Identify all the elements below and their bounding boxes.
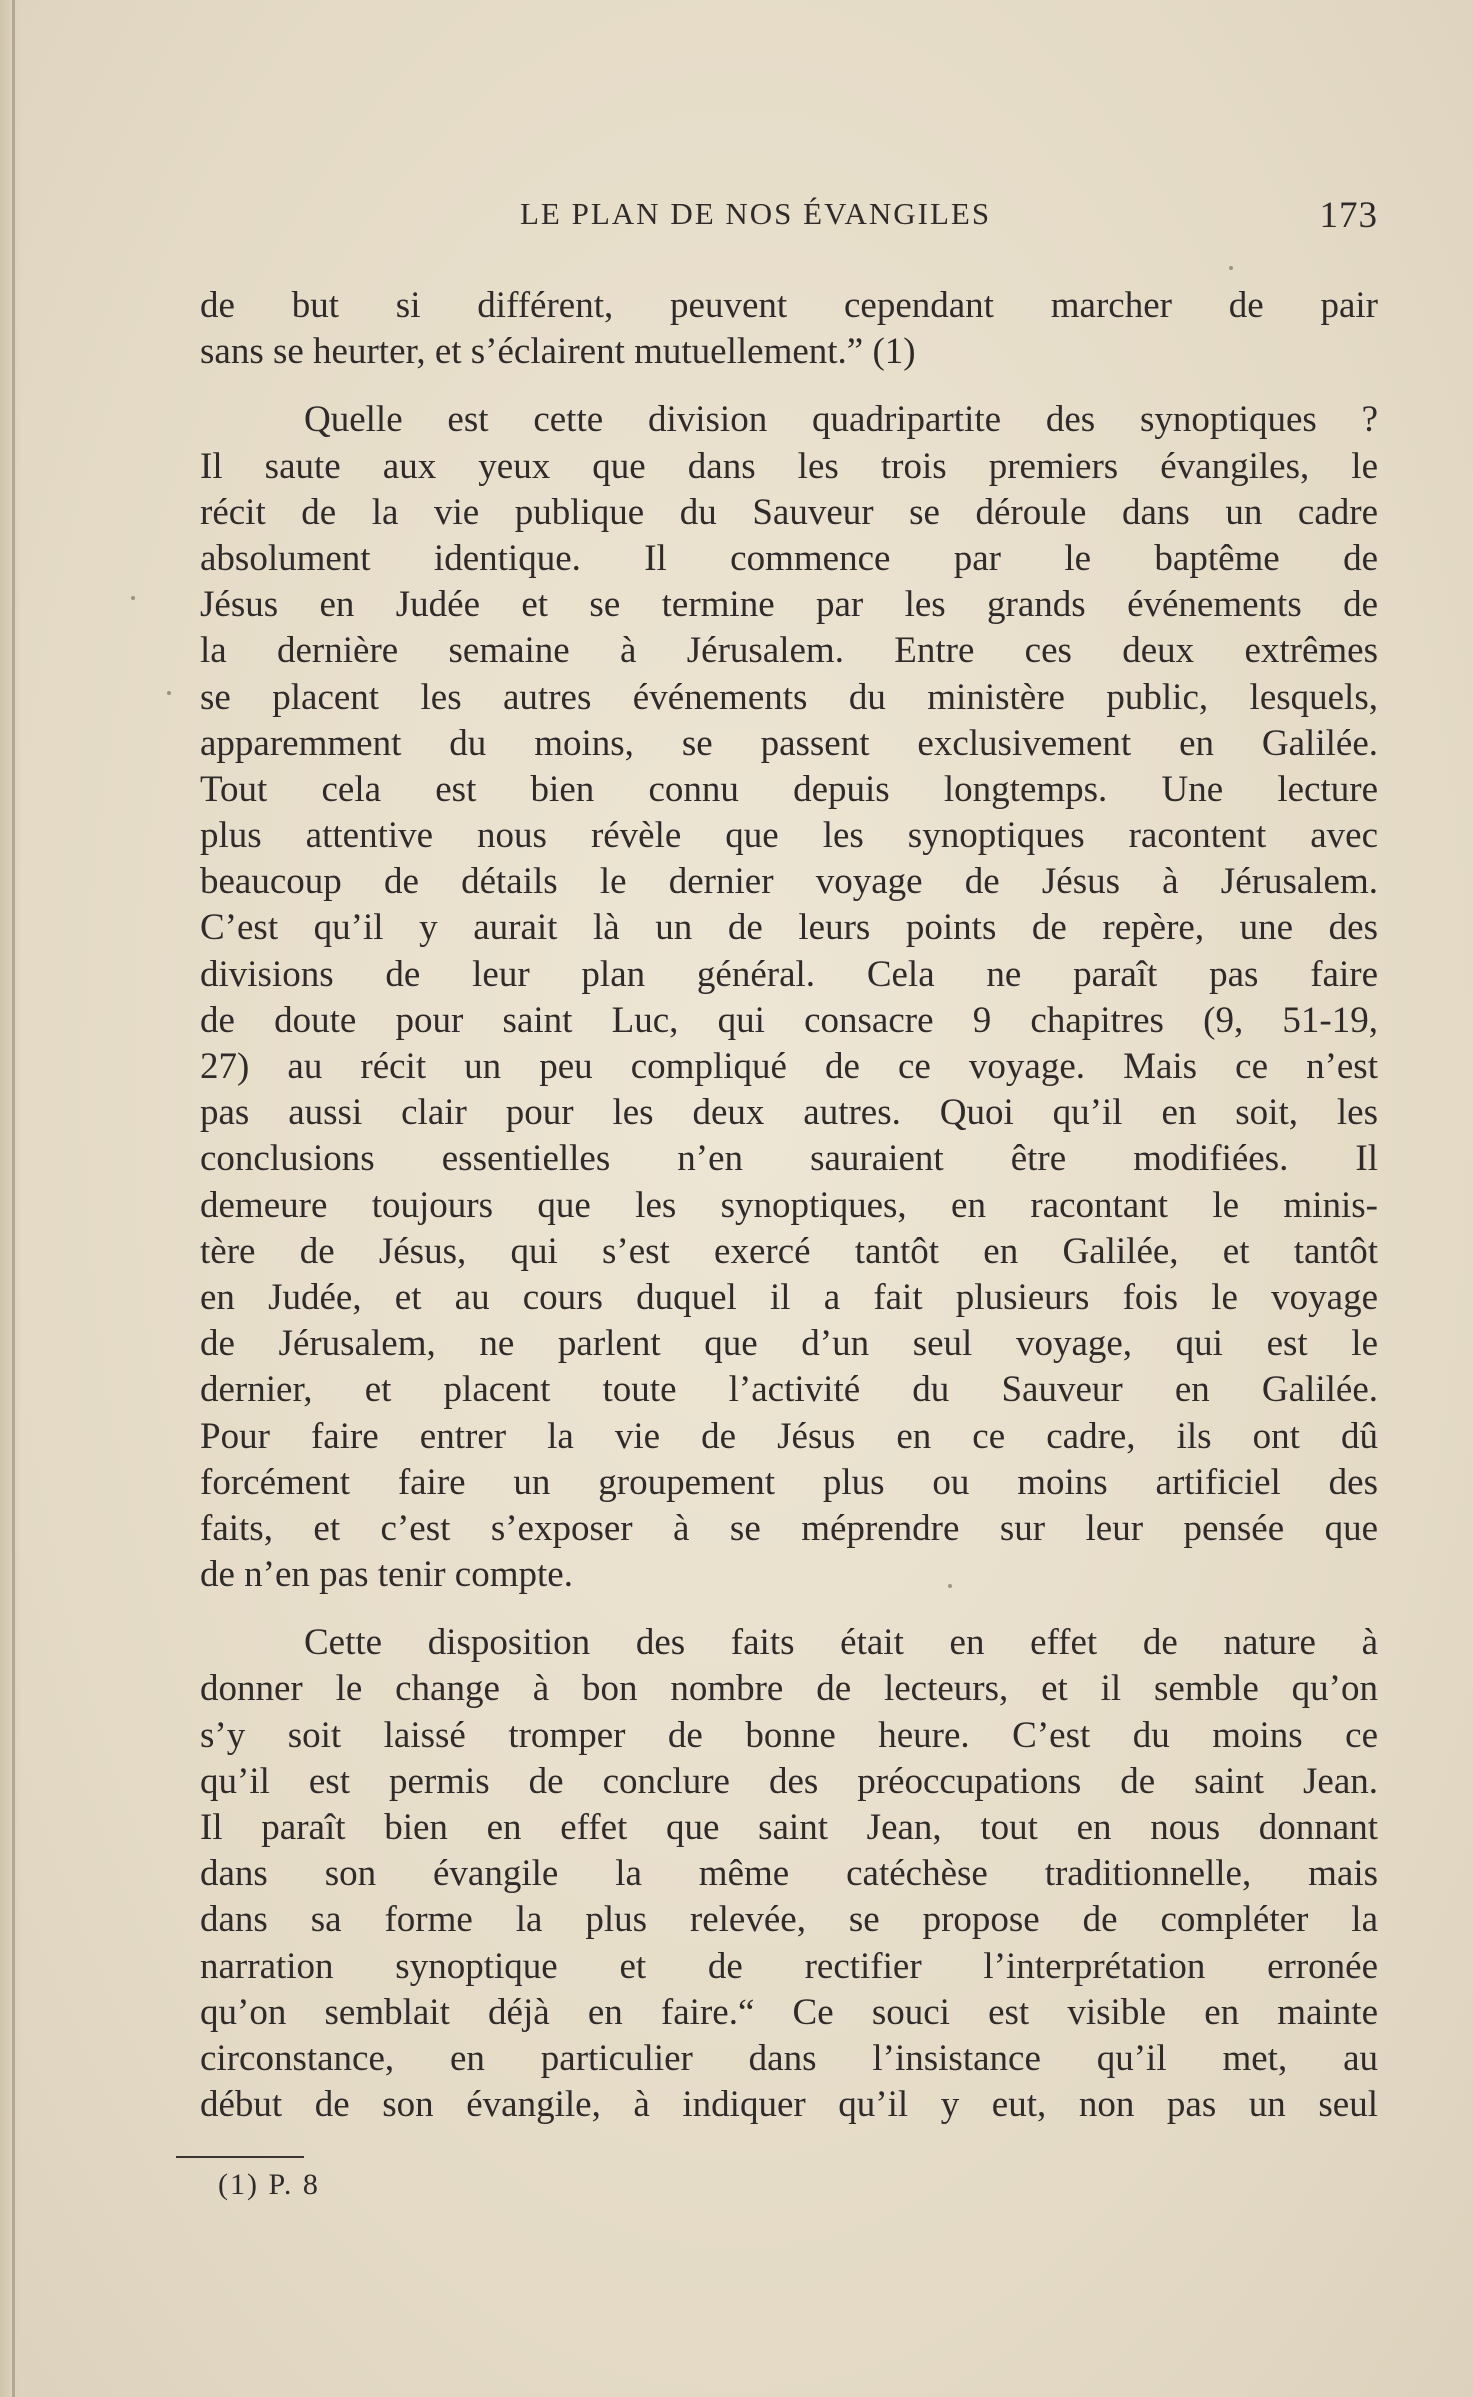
text-line: absolument identique. Il commence par le baptême de bbox=[200, 537, 1378, 579]
text-line: Cette disposition des faits était en effet de nature à bbox=[304, 1622, 1378, 1664]
text-line: la dernière semaine à Jérusalem. Entre ces deux extrêmes bbox=[200, 630, 1378, 672]
text-line: Il paraît bien en effet que saint Jean, tout en nous donnant bbox=[200, 1807, 1378, 1848]
text-line: C’est qu’il y aurait là un de leurs points de repère, une des bbox=[200, 907, 1378, 949]
text-line: Pour faire entrer la vie de Jésus en ce cadre, ils ont dû bbox=[200, 1415, 1378, 1457]
text-line: pas aussi clair pour les deux autres. Quoi qu’il en soit, les bbox=[200, 1092, 1378, 1134]
text-line: Quelle est cette division quadripartite des synoptiques ? bbox=[304, 399, 1378, 441]
text-line: beaucoup de détails le dernier voyage de Jésus à Jérusalem. bbox=[200, 861, 1378, 903]
running-head bbox=[200, 196, 1378, 246]
text-line: sans se heurter, et s’éclairent mutuellement.” (1) bbox=[200, 331, 916, 373]
ink-speck bbox=[167, 691, 171, 695]
body-text bbox=[200, 283, 1378, 2128]
paragraph-gap bbox=[200, 1598, 1378, 1620]
text-line: plus attentive nous révèle que les synoptiques racontent avec bbox=[200, 815, 1378, 857]
paragraph-1 bbox=[200, 283, 1378, 375]
text-line: 27) au récit un peu compliqué de ce voyage. Mais ce n’est bbox=[200, 1046, 1378, 1087]
text-line: conclusions essentielles n’en sauraient être modifiées. Il bbox=[200, 1138, 1378, 1180]
paragraph-3 bbox=[200, 1620, 1378, 2128]
text-line: Jésus en Judée et se termine par les grands événements de bbox=[200, 584, 1378, 626]
text-line: récit de la vie publique du Sauveur se déroule dans un cadre bbox=[200, 491, 1378, 533]
text-line: apparemment du moins, se passent exclusivement en Galilée. bbox=[200, 722, 1378, 764]
ink-speck bbox=[131, 596, 135, 600]
text-line: divisions de leur plan général. Cela ne paraît pas faire bbox=[200, 953, 1378, 995]
text-line: se placent les autres événements du ministère public, lesquels, bbox=[200, 676, 1378, 718]
text-line: de doute pour saint Luc, qui consacre 9 chapitres (9, 51-19, bbox=[200, 999, 1378, 1041]
ink-speck bbox=[948, 1584, 952, 1588]
paragraph-2 bbox=[200, 397, 1378, 1598]
running-title: LE PLAN DE NOS ÉVANGILES bbox=[520, 196, 992, 231]
text-line: dans sa forme la plus relevée, se propose de compléter la bbox=[200, 1899, 1378, 1941]
text-line: de n’en pas tenir compte. bbox=[200, 1554, 573, 1596]
text-line: dernier, et placent toute l’activité du Sauveur en Galilée. bbox=[200, 1369, 1378, 1411]
binding-edge-line bbox=[12, 0, 15, 2397]
text-line: qu’il est permis de conclure des préoccupations de saint Jean. bbox=[200, 1760, 1378, 1802]
text-line: qu’on semblait déjà en faire.“ Ce souci est visible en mainte bbox=[200, 1991, 1378, 2033]
footnote: (1) P. 8 bbox=[218, 2168, 320, 2201]
text-line: narration synoptique et de rectifier l’interprétation erronée bbox=[200, 1945, 1378, 1987]
footnote-rule bbox=[176, 2156, 304, 2158]
text-line: de Jérusalem, ne parlent que d’un seul voyage, qui est le bbox=[200, 1323, 1378, 1365]
text-line: demeure toujours que les synoptiques, en racontant le minis- bbox=[200, 1184, 1378, 1226]
text-line: tère de Jésus, qui s’est exercé tantôt en Galilée, et tantôt bbox=[200, 1230, 1378, 1272]
text-line: de but si différent, peuvent cependant marcher de pair bbox=[200, 285, 1378, 326]
text-line: donner le change à bon nombre de lecteurs, et il semble qu’on bbox=[200, 1668, 1378, 1710]
text-line: dans son évangile la même catéchèse traditionnelle, mais bbox=[200, 1853, 1378, 1895]
text-line: faits, et c’est s’exposer à se méprendre sur leur pensée que bbox=[200, 1507, 1378, 1549]
text-line: Tout cela est bien connu depuis longtemps. Une lecture bbox=[200, 768, 1378, 810]
text-line: forcément faire un groupement plus ou moins artificiel des bbox=[200, 1461, 1378, 1503]
paragraph-gap bbox=[200, 375, 1378, 397]
text-line: en Judée, et au cours duquel il a fait plusieurs fois le voyage bbox=[200, 1276, 1378, 1318]
page-number: 173 bbox=[1319, 195, 1378, 236]
text-line: Il saute aux yeux que dans les trois premiers évangiles, le bbox=[200, 445, 1378, 487]
binding-gutter bbox=[0, 0, 22, 2397]
text-line: début de son évangile, à indiquer qu’il y eut, non pas un seul bbox=[200, 2084, 1378, 2126]
text-line: s’y soit laissé tromper de bonne heure. C’est du moins ce bbox=[200, 1714, 1378, 1756]
text-line: circonstance, en particulier dans l’insistance qu’il met, au bbox=[200, 2037, 1378, 2079]
ink-speck bbox=[1229, 266, 1233, 270]
